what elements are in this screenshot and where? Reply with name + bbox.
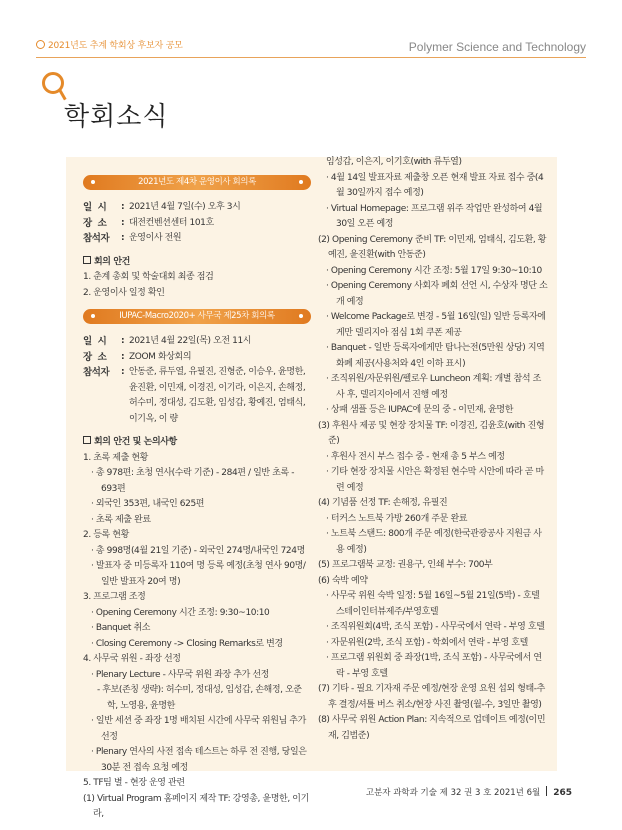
text-line: (5) 프로그램북 교정: 권용구, 인쇄 부수: 700부 <box>318 560 493 570</box>
info-row <box>83 350 311 366</box>
text-line: · 터커스 노트북 가방 260개 주문 완료 <box>326 513 468 524</box>
info-row <box>83 334 311 350</box>
journal-name: Polymer Science and Technology <box>408 40 586 54</box>
agenda1-list <box>83 270 311 301</box>
text-line: · Opening Ceremony 시간 조정: 5월 17일 9:30~10:10 <box>326 265 542 276</box>
text-line: (7) 기타 - 필요 기자재 주문 예정/현장 운영 요원 섭외 형태-추후 결정/셔틀 버스 취소/현장 사진 촬영(월-수, 3일만 촬영) <box>318 684 545 710</box>
text-line: 임성갑, 이은지, 이기호(with 류두열) <box>326 157 462 167</box>
text-line: · 프로그램 위원회 중 좌장(1박, 조식 포함) - 사무국에서 연락 - 부영 호텔 <box>326 653 542 679</box>
info-key: 장 소 <box>83 217 107 229</box>
page-number: 265 <box>553 788 572 798</box>
text-line: · Plenary 연사의 사전 접속 테스트는 하루 전 진행, 당일은 30분 전 접속 요청 예정 <box>91 747 307 773</box>
info-value: 운영이사 전원 <box>129 233 182 243</box>
info-key: 일 시 <box>83 202 107 213</box>
text-line: · Banquet - 일반 등록자에게만 탐나는전(5만원 상당) 지역 화폐 제공(사용처와 4인 이하 표시) <box>326 343 545 369</box>
info-key: 참석자 <box>83 367 110 378</box>
spacer <box>83 301 311 309</box>
right-list <box>318 155 548 744</box>
text-line: · Opening Ceremony 시간 조정: 9:30~10:10 <box>91 607 270 618</box>
info-row <box>83 365 311 427</box>
text-line: · 기타 현장 장치물 시안은 확정된 현수막 시안에 따라 곧 마련 예정 <box>326 467 544 493</box>
text-line: 4. 사무국 위원 - 좌장 선정 <box>83 654 181 664</box>
left-column <box>83 175 311 823</box>
text-line: · 4월 14일 발표자료 제출창 오픈 현재 발표 자료 접수 중(4월 30일까지 접수 예정) <box>326 172 544 198</box>
text-line: · 발표자 중 미등록자 110여 명 등록 예정(초청 연사 90명/일반 발표자 20여 명) <box>91 561 306 587</box>
text-line: · Closing Ceremony -> Closing Remarks로 변경 <box>91 638 283 649</box>
agenda1-heading <box>83 255 311 271</box>
text-line: · 총 998명(4월 21일 기준) - 외국인 274명/내국인 724명 <box>91 545 305 556</box>
info-key: 장 소 <box>83 351 107 363</box>
info-value: 2021년 4월 22일(목) 오전 11시 <box>129 336 252 346</box>
agenda-item: 2. 운영이사 일정 확인 <box>83 287 165 298</box>
text-line: · 사무국 위원 숙박 일정: 5월 16일~5월 21일(5박) - 호텔 스테이인터뷰제주/부영호텔 <box>326 591 540 617</box>
right-column <box>318 155 548 744</box>
text-line: · Welcome Package로 변경 - 5월 16일(일) 일반 등록자에게만 델리지아 점심 1회 쿠폰 제공 <box>326 312 546 338</box>
info-value: 대전컨벤션센터 101호 <box>129 217 214 228</box>
text-line: (2) Opening Ceremony 준비 TF: 이민재, 엄태식, 김도환, 황예진, 윤진환(with 안동준) <box>318 234 547 260</box>
info-colon: : <box>121 336 125 346</box>
text-line: · 조직위원회(4박, 조식 포함) - 사무국에서 연락 - 부영 호텔 <box>326 622 545 632</box>
meeting2-info <box>83 334 311 427</box>
text-line: (1) Virtual Program 홈페이지 제작 TF: 강영총, 윤명한, 이기라, <box>83 793 309 819</box>
agenda2-list <box>83 451 311 823</box>
info-value: 2021년 4월 7일(수) 오후 3시 <box>129 202 241 212</box>
info-value: 안동준, 류두열, 유필진, 진형준, 이승우, 윤명한, 윤진환, 이민재, 이경진, 이기라, 이은지, 손해정, 허수미, 정대성, 김도환, 임성갑, 황예진, 엄태식, 이기옥, 이 량 <box>129 367 306 424</box>
header-section <box>36 38 183 51</box>
agenda2-heading <box>83 435 311 451</box>
text-line: · 조직위원/자문위원/펠로우 Luncheon 계획: 개별 참석 조사 후, 델리지아에서 진행 예정 <box>326 374 541 400</box>
info-colon: : <box>121 351 125 362</box>
text-line: · 상패 샘플 등은 IUPAC에 문의 중 - 이민재, 윤명한 <box>326 405 513 415</box>
info-key: 일 시 <box>83 336 107 347</box>
info-key: 참석자 <box>83 233 110 244</box>
page-footer <box>366 786 572 798</box>
text-line: - 후보(존칭 생략): 허수미, 정대성, 임성갑, 손해정, 오준학, 노영용, 윤명한 <box>97 685 302 711</box>
text-line: 3. 프로그램 조정 <box>83 592 146 602</box>
meeting1-info <box>83 200 311 247</box>
info-colon: : <box>121 233 125 243</box>
text-line: 5. TF팀 별 - 현장 운영 관련 <box>83 778 185 788</box>
text-line: · Opening Ceremony 사회자 폐회 선언 시, 수상자 명단 소개 예정 <box>326 281 548 307</box>
meeting2-banner: IUPAC-Macro2020+ 사무국 제25차 회의록 <box>83 309 311 324</box>
footer-separator <box>546 786 547 796</box>
text-line: · 자문위원(2박, 조식 포함) - 학회에서 연락 - 부영 호텔 <box>326 637 528 648</box>
text-line: (6) 숙박 예약 <box>318 575 368 586</box>
text-line: (8) 사무국 위원 Action Plan: 지속적으로 업데이트 예정(이민재, 김범준) <box>318 715 546 741</box>
meeting1-banner: 2021년도 제4차 운영이사 회의록 <box>83 175 311 190</box>
header-divider <box>36 57 586 58</box>
text-line: · 후원사 전시 부스 접수 중 - 현재 총 5 부스 예정 <box>326 451 505 462</box>
ring-icon <box>36 40 45 49</box>
text-line: · Virtual Homepage: 프로그램 위주 작업만 완성하여 4월 30일 오픈 예정 <box>326 203 543 229</box>
square-icon <box>83 436 91 444</box>
info-colon: : <box>121 367 125 377</box>
text-line: 1. 초록 제출 현황 <box>83 452 148 463</box>
info-value: ZOOM 화상회의 <box>129 351 192 362</box>
text-line: 2. 등록 현황 <box>83 530 129 540</box>
footer-journal: 고분자 과학과 기술 제 32 권 3 호 2021년 6월 <box>365 788 541 798</box>
square-icon <box>83 256 91 264</box>
text-line: · 일반 세션 중 좌장 1명 배치된 시간에 사무국 위원님 추가 선정 <box>91 716 306 742</box>
page-title: 학회소식 <box>64 102 169 132</box>
agenda2-title: 회의 안건 및 논의사항 <box>94 437 177 447</box>
text-line: (4) 기념품 선정 TF: 손해정, 유필진 <box>318 498 448 508</box>
info-row <box>83 216 311 232</box>
info-row <box>83 200 311 216</box>
info-colon: : <box>121 217 125 228</box>
agenda1-title: 회의 안건 <box>94 256 130 267</box>
text-line: · 초록 제출 완료 <box>91 514 151 525</box>
header-section-label: 2021년도 추계 학회상 후보자 공모 <box>48 41 183 51</box>
text-line: · Plenary Lecture - 사무국 위원 좌장 추가 선정 <box>91 669 269 680</box>
text-line: · 총 978편: 초청 연사(수락 기준) - 284편 / 일반 초록 - 693편 <box>91 468 295 494</box>
text-line: · 외국인 353편, 내국인 625편 <box>91 499 205 509</box>
agenda-item: 1. 춘계 총회 및 학술대회 최종 점검 <box>83 272 214 282</box>
info-row <box>83 231 311 247</box>
info-colon: : <box>121 202 125 212</box>
text-line: · 노트북 스탠드: 800개 주문 예정(한국관광공사 지원금 사용 예정) <box>326 529 542 555</box>
text-line: (3) 후원사 제공 및 현장 장치물 TF: 이경진, 김윤호(with 진형준) <box>318 420 545 446</box>
text-line: · Banquet 취소 <box>91 623 151 633</box>
